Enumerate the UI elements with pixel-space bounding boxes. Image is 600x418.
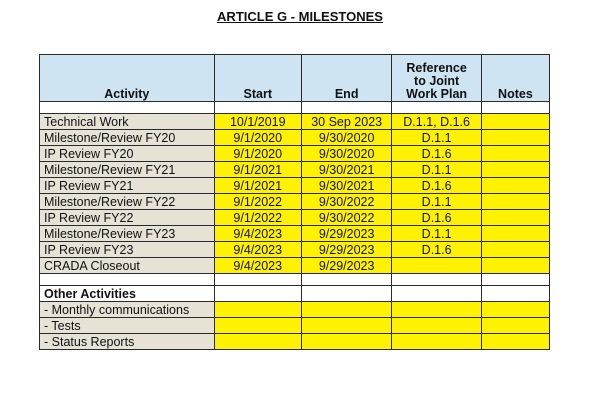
table-row — [40, 226, 550, 242]
end-cell: 9/29/2023 — [301, 242, 392, 258]
notes-cell — [481, 210, 549, 226]
notes-cell — [481, 194, 549, 210]
section-row — [40, 286, 550, 302]
activity-header: Activity — [40, 55, 215, 102]
notes-cell — [481, 146, 549, 162]
end-cell: 9/30/2020 — [301, 146, 392, 162]
milestones-table — [39, 54, 550, 350]
reference-cell: D.1.6 — [392, 242, 481, 258]
start-cell: 9/4/2023 — [214, 258, 301, 274]
table-row — [40, 258, 550, 274]
notes-cell — [481, 130, 549, 146]
notes-cell — [481, 162, 549, 178]
reference-cell: D.1.1, D.1.6 — [392, 114, 481, 130]
activity-cell: - Monthly communications — [40, 302, 215, 318]
table-row — [40, 130, 550, 146]
table-row — [40, 334, 550, 350]
reference-cell: D.1.1 — [392, 226, 481, 242]
activity-cell: IP Review FY23 — [40, 242, 215, 258]
start-cell: 10/1/2019 — [214, 114, 301, 130]
table-row — [40, 242, 550, 258]
end-cell: 9/29/2023 — [301, 258, 392, 274]
end-cell: 9/30/2020 — [301, 130, 392, 146]
notes-cell — [481, 226, 549, 242]
activity-cell: Milestone/Review FY20 — [40, 130, 215, 146]
table-row — [40, 318, 550, 334]
reference-header-line: to Joint — [414, 74, 460, 88]
start-cell: 9/4/2023 — [214, 226, 301, 242]
header-row — [40, 55, 550, 102]
page-title: ARTICLE G - MILESTONES — [217, 9, 383, 24]
activity-cell: Milestone/Review FY21 — [40, 162, 215, 178]
activity-cell: Milestone/Review FY23 — [40, 226, 215, 242]
start-cell: 9/1/2020 — [214, 146, 301, 162]
notes-cell — [481, 258, 549, 274]
activity-cell: IP Review FY20 — [40, 146, 215, 162]
reference-cell: D.1.6 — [392, 146, 481, 162]
notes-cell — [481, 242, 549, 258]
notes-cell — [481, 114, 549, 130]
reference-cell: D.1.1 — [392, 130, 481, 146]
reference-cell: D.1.6 — [392, 178, 481, 194]
end-cell: 9/30/2022 — [301, 210, 392, 226]
reference-cell: D.1.1 — [392, 194, 481, 210]
table-row — [40, 178, 550, 194]
start-cell: 9/1/2022 — [214, 210, 301, 226]
spacer-row — [40, 274, 550, 286]
reference-cell — [392, 258, 481, 274]
activity-cell: - Status Reports — [40, 334, 215, 350]
end-header: End — [301, 55, 392, 102]
start-header: Start — [214, 55, 301, 102]
activity-cell: - Tests — [40, 318, 215, 334]
end-cell: 9/29/2023 — [301, 226, 392, 242]
table-row — [40, 114, 550, 130]
start-cell: 9/1/2022 — [214, 194, 301, 210]
activity-cell: Technical Work — [40, 114, 215, 130]
notes-cell — [481, 178, 549, 194]
activity-cell: IP Review FY22 — [40, 210, 215, 226]
table-row — [40, 162, 550, 178]
table-row — [40, 146, 550, 162]
table-row — [40, 210, 550, 226]
activity-cell: CRADA Closeout — [40, 258, 215, 274]
end-cell: 9/30/2021 — [301, 178, 392, 194]
reference-header — [392, 55, 481, 102]
table-row — [40, 302, 550, 318]
end-cell: 9/30/2021 — [301, 162, 392, 178]
spacer-row — [40, 102, 550, 114]
reference-header-line: Reference — [406, 61, 467, 75]
activity-cell: IP Review FY21 — [40, 178, 215, 194]
activity-cell: Milestone/Review FY22 — [40, 194, 215, 210]
section-label: Other Activities — [40, 286, 215, 302]
reference-cell: D.1.1 — [392, 162, 481, 178]
end-cell: 30 Sep 2023 — [301, 114, 392, 130]
start-cell: 9/4/2023 — [214, 242, 301, 258]
start-cell: 9/1/2021 — [214, 162, 301, 178]
reference-cell: D.1.6 — [392, 210, 481, 226]
start-cell: 9/1/2021 — [214, 178, 301, 194]
notes-header: Notes — [481, 55, 549, 102]
reference-header-line: Work Plan — [406, 87, 468, 101]
end-cell: 9/30/2022 — [301, 194, 392, 210]
start-cell: 9/1/2020 — [214, 130, 301, 146]
table-row — [40, 194, 550, 210]
